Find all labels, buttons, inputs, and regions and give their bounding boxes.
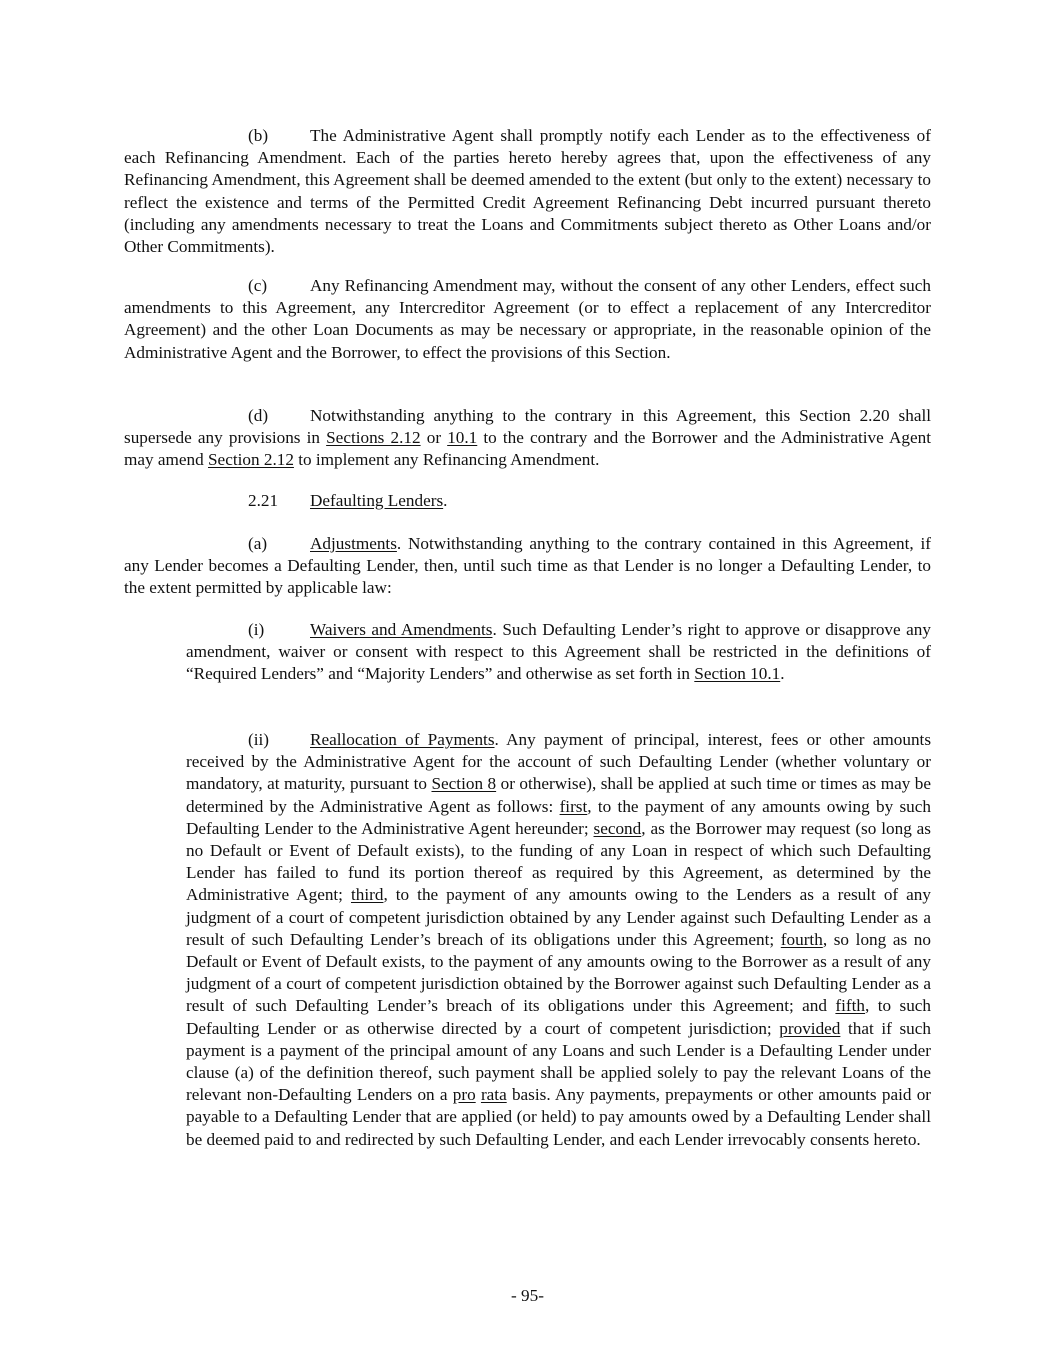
paragraph-text: . Such Defaulting Lender’s right to approve or disapprove any amendment, waiver or consent with respect to this Agreement shall be restricted in the definitions of “Required Lenders” and “Majority Lenders” and otherwise as set forth in (186, 620, 931, 684)
cross-reference-link[interactable]: 10.1 (447, 428, 478, 448)
paragraph-text: . Any payment of principal, interest, fees or other amounts received by the Administrative Agent for the account of such Defaulting Lender (whether voluntary or mandatory, at maturity, pursuant to (186, 730, 932, 794)
paragraph-text: Any Refinancing Amendment may, without the consent of any other Lenders, effect such amendments to this Agreement, any Intercreditor Agreement (or to effect a replacement of any Intercreditor Agreement) and the other Loan Documents as may be necessary or appropriate, in the reasonable opinion of the Administrative Agent and the Borrower, to effect the provisions of this Section. (124, 276, 931, 362)
paragraph-text: The Administrative Agent shall promptly notify each Lender as to the effectiveness of each Refinancing Amendment. Each of the parties hereto hereby agrees that, upon the effectiveness of any Refinancing Amendment, this Agreement shall be deemed amended to the extent (but only to the extent) necessary to reflect the existence and terms of the Permitted Credit Agreement Refinancing Debt incurred pursuant thereto (including any amendments necessary to treat the Loans and Commitments subject thereto as Other Loans and/or Other Commitments). (124, 126, 931, 257)
page-number: - 95- (511, 1286, 544, 1305)
emphasis-pro: pro (452, 1085, 476, 1105)
section-number: 2.21 (248, 491, 279, 510)
cross-reference-link[interactable]: Section 2.12 (208, 450, 294, 470)
emphasis-third: third (350, 885, 384, 905)
emphasis-second: second (593, 818, 642, 838)
paragraph-c (124, 275, 931, 364)
clause-heading: Waivers and Amendments (310, 620, 493, 639)
paragraph-text: . Notwithstanding anything to the contrary contained in this Agreement, if any Lender becomes a Defaulting Lender, then, until such time as that Lender is no longer a Defaulting Lender, to the extent permitted by applicable law: (124, 534, 931, 598)
cross-reference-link[interactable]: Sections 2.12 (326, 428, 421, 448)
clause-number: (i) (248, 620, 265, 639)
emphasis-fourth: fourth (780, 929, 823, 949)
emphasis-provided: provided (779, 1018, 841, 1038)
emphasis-fifth: fifth (835, 996, 865, 1016)
section-heading-2-21: 2.21 Defaulting Lenders. (124, 490, 931, 512)
clause-number: (c) (248, 276, 268, 295)
paragraph-text: Notwithstanding anything to the contrary in this Agreement, this Section 2.20 shall supersede any provisions in (124, 406, 931, 448)
paragraph-d: (d) Notwithstanding anything to the contrary in this Agreement, this Section 2.20 shall supersede any provisions in Sections 2.12 or 10.1 to the contrary and the Borrower and the Administrative Agent may amend Section 2.12 to implement any Refinancing Amendment. (124, 406, 931, 470)
cross-reference-link[interactable]: Section 10.1 (694, 664, 781, 684)
clause-heading: Adjustments (310, 534, 397, 553)
paragraph-ii: (ii) Reallocation of Payments. Any payment of principal, interest, fees or other amounts received by the Administrative Agent for the account of such Defaulting Lender (whether voluntary or mandatory, at maturity, pursuant to Section 8 or otherwise), shall be applied at such time or times as may be determined by the Administrative Agent as follows: first, to the payment of any amounts owing by such Defaulting Lender to the Administrative Agent hereunder; second, as the Borrower may request (so long as no Default or Event of Default exists), to the funding of any Loan in respect of which such Defaulting Lender has failed to fund its portion thereof as required by this Agreement, as determined by the Administrative Agent; third, to the payment of any amounts owing to the Lenders as a result of any judgment of a court of competent jurisdiction obtained by any Lender against such Defaulting Lender as a result of such Defaulting Lender’s breach of its obligations under this Agreement; fourth, so long as no Default or Event of Default exists, to the payment of any amounts owing to the Borrower as a result of any judgment of a court of competent jurisdiction obtained by the Borrower against such Defaulting Lender as a result of such Defaulting Lender’s breach of its obligations under this Agreement; and fifth, to such Defaulting Lender or as otherwise directed by a court of competent jurisdiction; provided that if such payment is a payment of the principal amount of any Loans and such Lender is a Defaulting Lender under clause (a) of the definition thereof, such payment shall be applied solely to pay the relevant Loans of the relevant non-Defaulting Lenders on a pro rata basis. Any payments, prepayments or other amounts paid or payable to a Defaulting Lender that are applied (or held) to pay amounts owed by a Defaulting Lender shall be deemed paid to and redirected by such Defaulting Lender, and each Lender irrevocably consents hereto. (186, 730, 932, 1149)
clause-number: (a) (248, 534, 268, 553)
emphasis-rata: rata (480, 1085, 507, 1105)
clause-number: (ii) (248, 730, 269, 749)
paragraph-i: (i) Waivers and Amendments. Such Defaulting Lender’s right to approve or disapprove any amendment, waiver or consent with respect to this Agreement shall be restricted in the definitions of “Required Lenders” and “Majority Lenders” and otherwise as set forth in Section 10.1. (186, 620, 931, 684)
paragraph-a (124, 533, 931, 600)
paragraph-b (124, 125, 931, 258)
clause-heading: Reallocation of Payments (310, 730, 495, 749)
section-title: Defaulting Lenders (310, 491, 444, 510)
cross-reference-link[interactable]: Section 8 (431, 774, 497, 794)
emphasis-first: first (559, 796, 588, 816)
clause-number: (d) (248, 406, 269, 425)
clause-number: (b) (248, 126, 269, 145)
